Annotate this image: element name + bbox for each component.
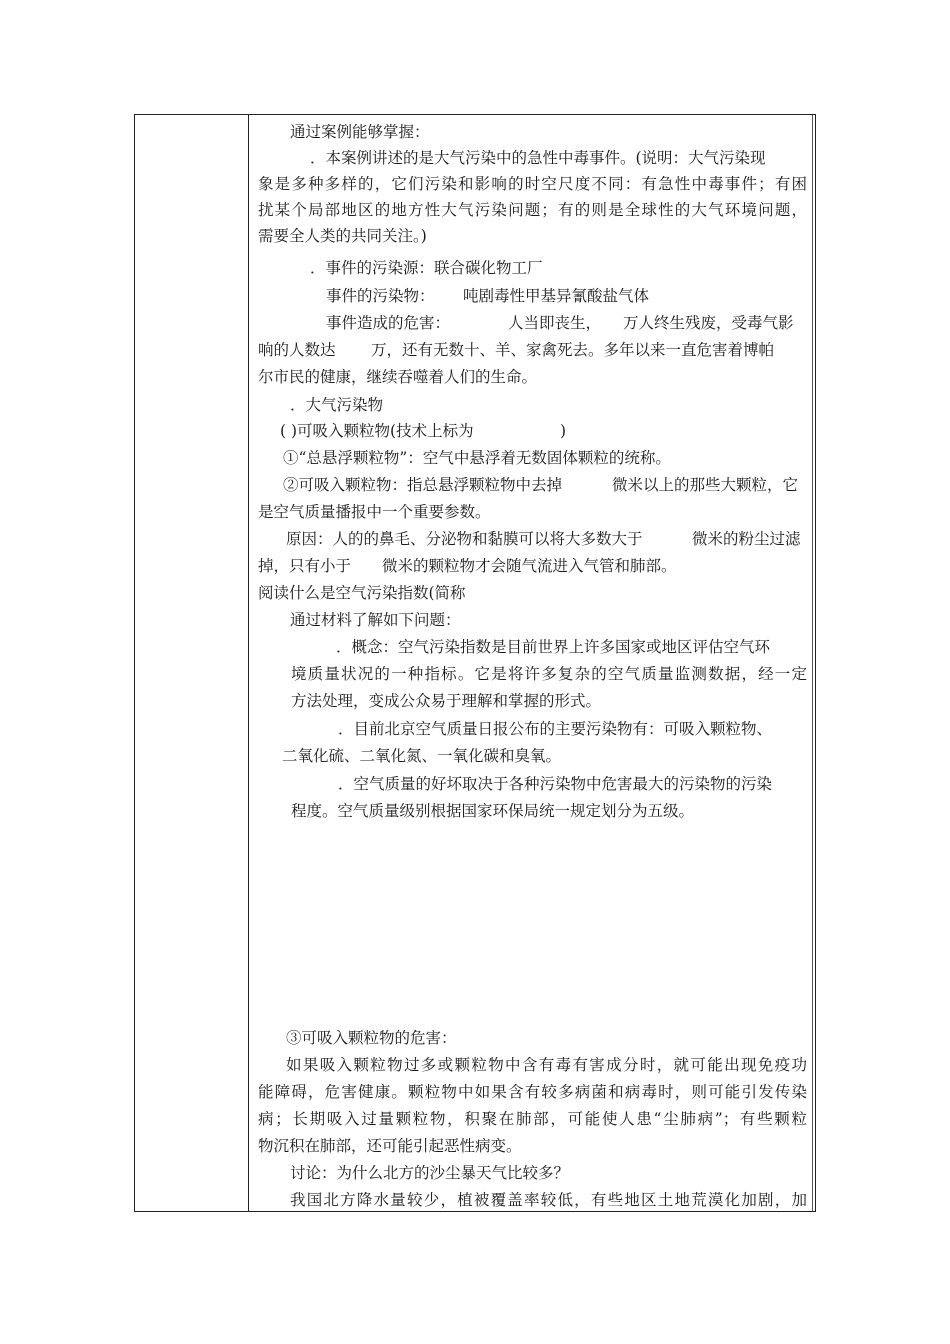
pm-harm-line4: 物沉积在肺部，还可能引起恶性病变。 [258, 1137, 522, 1155]
pollutant-value: 吨剧毒性甲基异氰酸盐气体 [463, 287, 650, 305]
pm-harm-line2: 能障碍，危害健康。颗粒物中如果含有较多病菌和病毒时，则可能引发传染 [258, 1083, 807, 1101]
reason-b: 微米的粉尘过滤 [692, 530, 801, 548]
reason-line2-b: 微米的颗粒物才会随气流进入气管和肺部。 [382, 557, 677, 575]
api-concept-line2: 境质量状况的一种指标。它是将许多复杂的空气质量监测数据，经一定 [291, 665, 807, 683]
api-concept-line1: ．概念：空气污染指数是目前世界上许多国家或地区评估空气环 [336, 638, 771, 656]
discussion-answer: 我国北方降水量较少，植被覆盖率较低，有些地区土地荒漠化加剧，加 [290, 1191, 807, 1209]
api-intro: 通过材料了解如下问题： [290, 611, 461, 629]
pm-harm-line3: 病；长期吸入过量颗粒物，积聚在肺部，可能使人患“尘肺病”；有些颗粒 [258, 1110, 807, 1128]
beijing-pollutants-line2: 二氧化硫、二氧化氮、一氧化碳和臭氧。 [282, 747, 562, 765]
air-quality-level-line1: ．空气质量的好坏取决于各种污染物中危害最大的污染物的污染 [338, 775, 773, 793]
pollution-source: ．事件的污染源：联合碳化物工厂 [310, 259, 543, 277]
pm-harm-line1: 如果吸入颗粒物过多或颗粒物中含有毒有害成分时，就可能出现免疫功 [286, 1056, 807, 1074]
beijing-pollutants-line1: ．目前北京空气质量日报公布的主要污染物有：可吸入颗粒物、 [338, 720, 773, 738]
harm-line2-b: 万，还有无数十、羊、家禽死去。多年以来一直危害着博帕 [371, 341, 775, 359]
pm-subheading-a: ( )可吸入颗粒物(技术上标为 [280, 422, 474, 440]
air-quality-level-line2: 程度。空气质量级别根据国家环保局统一规定划分为五级。 [291, 802, 695, 820]
pm10-definition-a: ②可吸入颗粒物：指总悬浮颗粒物中去掉 [283, 476, 563, 494]
api-concept-line3: 方法处理，变成公众易于理解和掌握的形式。 [291, 692, 602, 710]
discussion-question: 讨论：为什么北方的沙尘暴天气比较多？ [290, 1164, 570, 1182]
harm-line2-a: 响的人数达 [258, 341, 336, 359]
harm-line3: 尔市民的健康，继续吞噬着人们的生命。 [258, 368, 538, 386]
air-pollutants-heading: ．大气污染物 [290, 396, 384, 414]
case-intro: 通过案例能够掌握： [290, 123, 430, 141]
api-reading-title: 阅读什么是空气污染指数(简称 [258, 584, 466, 602]
pm10-definition-line2: 是空气质量播报中一个重要参数。 [258, 503, 491, 521]
harm-disabled: 万人终生残废，受毒气影 [623, 314, 794, 332]
harm-deaths: 人当即丧生， [508, 314, 602, 332]
pollutant-label: 事件的污染物： [326, 287, 435, 305]
case-point-1-line4: 需要全人类的共同关注。) [258, 227, 427, 245]
case-point-1-line2: 象是多种多样的，它们污染和影响的时空尺度不同：有急性中毒事件；有困 [258, 175, 807, 193]
tsp-definition: ①“总悬浮颗粒物”：空气中悬浮着无数固体颗粒的统称。 [283, 449, 671, 467]
harm-label: 事件造成的危害： [326, 314, 451, 332]
reason-a: 原因：人的的鼻毛、分泌物和黏膜可以将大多数大于 [286, 530, 643, 548]
pm10-definition-b: 微米以上的那些大颗粒，它 [612, 476, 799, 494]
left-column-cell [135, 115, 249, 1211]
lesson-table [134, 114, 816, 1212]
reason-line2-a: 掉，只有小于 [258, 557, 352, 575]
table-right-border [812, 115, 813, 1211]
case-point-1-line1: ．本案例讲述的是大气污染中的急性中毒事件。(说明：大气污染现 [310, 149, 766, 167]
pm-harm-heading: ③可吸入颗粒物的危害： [286, 1029, 457, 1047]
pm-subheading-b: ) [560, 422, 567, 440]
case-point-1-line3: 扰某个局部地区的地方性大气污染问题；有的则是全球性的大气环境问题， [258, 201, 807, 219]
